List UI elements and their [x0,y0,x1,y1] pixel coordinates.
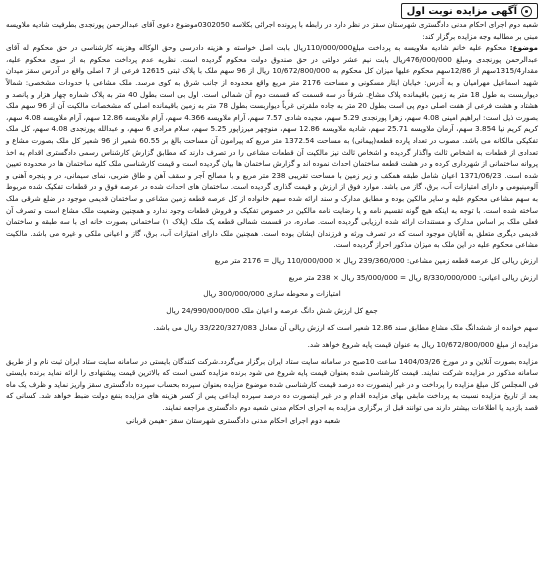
subject-label: موضوع: [509,43,538,53]
valuation-block [6,253,538,354]
notice-title-box [401,3,538,19]
amenities-value-line: امتیازات و محوطه سازی 300/000/000 ریال [203,289,341,299]
base-price-line: مزایده از مبلغ 10/672/800/000 ریال به عنوان قیمت پایه شروع خواهد شد. [307,339,538,349]
building-value-line: ارزش ریالی اعیانی: 8/330/000/000 ریال = 35/000/000 ریال × 238 متر مربع [288,272,538,282]
share-value-line: سهم خوانده از ششدانگ ملک مشاع مطابق سند 12.86 شعیر است که ارزش ریالی آن معادل 33/220/327/083 ریال می باشد. [153,323,538,333]
auction-terms-paragraph: مزایده بصورت آنلاین و در مورخ 1404/03/26 ساعت 10صبح در سامانه سایت ستاد ایران برگزار می‌گردد.شرکت کنندگان بایستی در سامانه سایت ستاد ایران ثبت نام و از طریق سامانه مذکور در مزایده شرکت نمایند. قیمت کارشناسی شده بعنوان قیمت پایه شروع می شود برنده مزایده کسی است که بالاترین قیمت پیشنهادی را ارائه نماید برنده بایستی فی المجلس کل مبلغ مزایده را پرداخت و در غیر اینصورت ده درصد قیمت کارشناسی شده موضوع مزایده بعنوان سپرده بحساب سپرده دادگستری سقز واریز نماید و ظرف یک ماه بعد از تاریخ مزایده نسبت به پرداخت مابقی بهای مزایده اقدام و در غیر اینصورت ده درصد سپرده ایداعی پس از کسر هزینه های مزایده بنفع دولت ضبط خواهد شد. کسانی که قصد بازدید یا اطلاعات بیشتر دارند می توانند قبل از برگزاری مزایده به اجرای احکام مدنی شعبه دوم دادگستری مراجعه نمایند. [6,356,538,413]
notice-title: آگهی مزایده نوبت اول [406,5,517,17]
header [6,3,538,19]
intro-paragraph: شعبه دوم اجرای احکام مدنی دادگستری شهرستان سقز در نظر دارد در رابطه با پرونده اجرائی بکلاسه 0302050موضوع دعوی آقای عبدالرحمن پورنجدی بطرفیت شادیه ملاویسه مبنی بر مطالبه وجه مزایده برگزار کند: [6,20,538,41]
signature-line: شعبه دوم اجرای احکام مدنی دادگستری شهرستان سقز -هیمن قربانی [126,415,341,425]
body-paragraph [6,42,538,251]
total-value-line: جمع کل ارزش شش دانگ عرصه و اعیان ملک 24/990/000/000 ریال [166,306,378,316]
target-icon [521,6,532,17]
body-text: محکوم علیه خانم شادیه ملاویسه به پرداخت مبلغ110/000/000ریال بابت اصل خواسته و هزینه دادرسی وحق الوکاله وهزینه کارشناسی در حق محکوم له آقای عبدالرحمن پورنجدی ومبلغ 476/000/000ریال بابت نیم عشر دولتی در حق صندوق دولت محکوم گردیده است. نظریه عدم پرداخت محکوم به از سوی محکوم علیه، مقدار1315/4سهم از 12/86سهم محکوم علیها میزان کل محکوم به 10/672/800/000 ریال از 96 سهم ملک با پلاک ثبتی 12615 فرعی از 7 اصلی واقع در آدرس سقز میدان شهید اسماعیل مهرامیان و به آدرس: خیابان ایثار مسکونی و مساحت 2176 متر مربع واقع محدوده از جانب شرق به کوی مرسد. ملک مشاعی با حدودات مشخصی: شمالاً دیواربست به طول 18 متر به زمین باقیمانده پلاک مشاع. شرقاً در سه قسمت که قسمت دوم آن شمالی است. اول بی است بطول 40 متر به پلاک شماره چهار هزار و پانصد و هشتاد و هشت فرعی از هفت اصلی دوم پی است بطول 20 متر به جاده ملقرتی غرباً دیواربست بطول 78 متر به زمین باقیمانده اصلی که مشخصات مالکیت آن از 96 سهم ملک بصورت ذیل است: ابراهیم امینی 4.08 سهم، زهرا پورنجدی 5.29 سهم، مجیده شادی 7.57 سهم، آرام ملاویسه 4.366 سهم، آرام ملاویسه 12.86 سهم، آرام ملاویسه 4.08 سهم، کریم کریم نیا 3.854 سهم، آرمان ملاویسه 25.71 سهم، شادیه ملاویسه 12.86 سهم، منوچهر میرزاپور 5.25 سهم، سلام مرادی 6 سهم، و عبدالله پورنجدی 4.08 سهم، کل ملک تفکیکی مالکانه می باشد. مصوب در تعداد پارده قطعه(پیمانی) به مساحت 1372.54 متر مربع که پیرامون آن مساحت بالغ بر 60.55 شعیر از 96 شعیر کل ملک بصورت مشاع و تعدادی از قطعات به اشخاص ثالث واگذار گردیده و اشخاص ثالث نیز مالکیت آن قطعات مشاعی را در تصرف دارند که مطابق گزارش کارشناس رسمی دادگستری اقدام به اخذ پروانه ساختمانی از شهرداری کرده و در هشت قطعه ساختمان احداث نموده اند و گزارش ساختمان ها بیان گردیده است و قیمت کارشناسی ملک کلیه ساختمان ها در محدوده تعیین شده است. 1371/06/23 اعیان شامل طبقه همکف و زیر زمین با مساحت تقریبی 238 متر مربع و با مصالح آجر و سقف آهن و طاق ضربی، نمای سیمانی، در و پنجره آهنی و آلومینیومی و دارای امتیازات آب، برق، گاز می باشد. موارد فوق از ارزش و قیمت گذاری گردیده است. ساختمان های احداث شده در عرصه فوق و در قطعات تفکیک شده مربوط به سهم مشاعی محکوم علیه و سایر مالکین بوده و مطابق مدارک و سند ارائه شده سهم خانواده از کل عرصه قطعه زمین مشاعی و ساختمان قدیمی موجود در ضلع شرقی ملک ساخته شده است. با توجه به اینکه هیچ گونه تقسیم نامه و یا رضایت نامه مالکین در خصوص تفکیک و فروش قطعات وجود ندارد و همچنین وضعیت ملک مشاع است و تصرف آن فعلی ملک بر اساس مدارک و مستندات ارائه شده ارزیابی گردیده است. صادره، در قسمت شمالی قطعه یک ملک (پلاک ۱) ساختمانی بصورت خانه ای با سه طبقه و ساختمان قدیمی دیگری متعلق به آقایان موجود است که در تصرف ورثه و فرزندان ایشان بوده است. همچنین ملک دارای امتیازات آب، برق، گاز و اعیانی ملکی و غیره می باشد. مالکیت مشاعی محکوم علیه در این ملک به میزان مذکور احراز گردیده است. [6,43,539,250]
land-value-line: ارزش ریالی کل عرصه قطعه زمین مشاعی: 239/360/000 ریال × 110/000/000 ریال = 2176 متر مربع [214,255,538,265]
